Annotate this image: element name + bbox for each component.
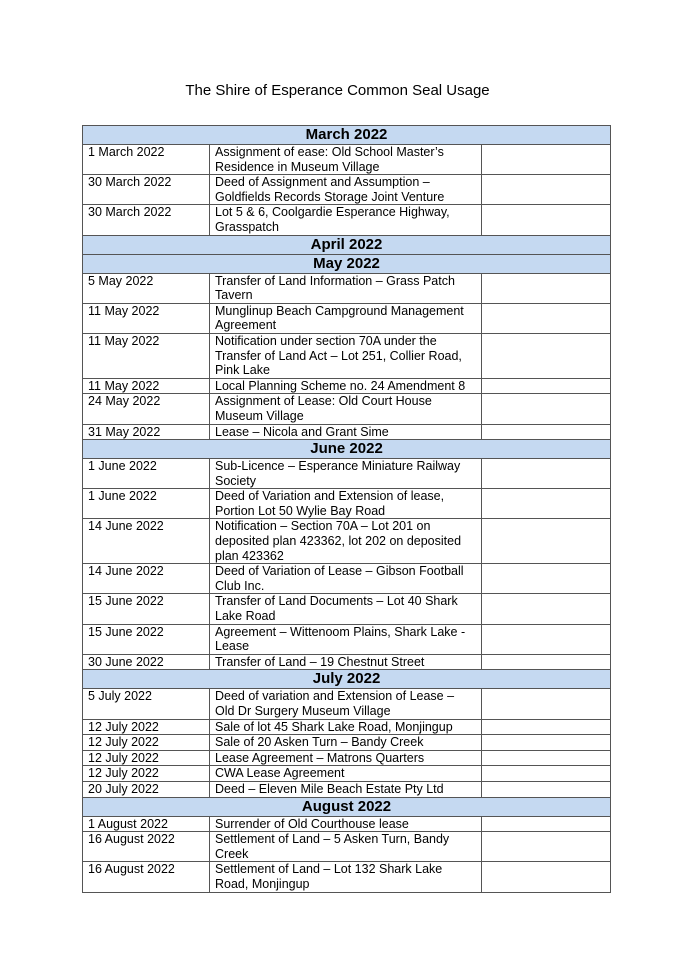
description-cell: Deed – Eleven Mile Beach Estate Pty Ltd — [210, 781, 482, 797]
description-cell: Lease – Nicola and Grant Sime — [210, 424, 482, 440]
table-row — [83, 489, 611, 519]
description-cell: Deed of Variation and Extension of lease, Portion Lot 50 Wylie Bay Road — [210, 489, 482, 519]
table-row — [83, 564, 611, 594]
table-row — [83, 719, 611, 735]
table-row — [83, 654, 611, 670]
notes-cell — [482, 862, 611, 892]
date-cell: 5 July 2022 — [83, 689, 210, 719]
description-cell: Sale of 20 Asken Turn – Bandy Creek — [210, 735, 482, 751]
description-cell: Deed of variation and Extension of Lease – Old Dr Surgery Museum Village — [210, 689, 482, 719]
table-row — [83, 735, 611, 751]
table-row — [83, 862, 611, 892]
table-row — [83, 273, 611, 303]
notes-cell — [482, 519, 611, 564]
date-cell: 5 May 2022 — [83, 273, 210, 303]
notes-cell — [482, 594, 611, 624]
table-row — [83, 816, 611, 832]
description-cell: Munglinup Beach Campground Management Agreement — [210, 303, 482, 333]
description-cell: Assignment of ease: Old School Master’s Residence in Museum Village — [210, 145, 482, 175]
date-cell: 12 July 2022 — [83, 735, 210, 751]
month-header: July 2022 — [83, 670, 611, 689]
table-row — [83, 689, 611, 719]
description-cell: Lease Agreement – Matrons Quarters — [210, 750, 482, 766]
month-header-row — [83, 126, 611, 145]
month-header-row — [83, 254, 611, 273]
notes-cell — [482, 333, 611, 378]
month-header-row — [83, 440, 611, 459]
table-row — [83, 333, 611, 378]
notes-cell — [482, 273, 611, 303]
page-title: The Shire of Esperance Common Seal Usage — [185, 82, 490, 99]
notes-cell — [482, 489, 611, 519]
date-cell: 1 June 2022 — [83, 489, 210, 519]
description-cell: Deed of Variation of Lease – Gibson Football Club Inc. — [210, 564, 482, 594]
notes-cell — [482, 624, 611, 654]
month-header: May 2022 — [83, 254, 611, 273]
date-cell: 31 May 2022 — [83, 424, 210, 440]
description-cell: Sub-Licence – Esperance Miniature Railway Society — [210, 459, 482, 489]
table-row — [83, 766, 611, 782]
date-cell: 12 July 2022 — [83, 719, 210, 735]
description-cell: Lot 5 & 6, Coolgardie Esperance Highway, Grasspatch — [210, 205, 482, 235]
date-cell: 1 March 2022 — [83, 145, 210, 175]
notes-cell — [482, 766, 611, 782]
date-cell: 11 May 2022 — [83, 378, 210, 394]
table-row — [83, 175, 611, 205]
table-row — [83, 145, 611, 175]
description-cell: Local Planning Scheme no. 24 Amendment 8 — [210, 378, 482, 394]
table-row — [83, 205, 611, 235]
date-cell: 11 May 2022 — [83, 333, 210, 378]
date-cell: 16 August 2022 — [83, 832, 210, 862]
notes-cell — [482, 378, 611, 394]
month-header: March 2022 — [83, 126, 611, 145]
notes-cell — [482, 459, 611, 489]
description-cell: Surrender of Old Courthouse lease — [210, 816, 482, 832]
table-row — [83, 594, 611, 624]
date-cell: 14 June 2022 — [83, 519, 210, 564]
notes-cell — [482, 654, 611, 670]
notes-cell — [482, 175, 611, 205]
notes-cell — [482, 832, 611, 862]
seal-usage-table-body — [83, 126, 611, 893]
notes-cell — [482, 750, 611, 766]
date-cell: 30 March 2022 — [83, 205, 210, 235]
table-row — [83, 624, 611, 654]
table-row — [83, 394, 611, 424]
month-header-row — [83, 235, 611, 254]
table-row — [83, 424, 611, 440]
notes-cell — [482, 689, 611, 719]
date-cell: 20 July 2022 — [83, 781, 210, 797]
table-row — [83, 519, 611, 564]
notes-cell — [482, 564, 611, 594]
description-cell: CWA Lease Agreement — [210, 766, 482, 782]
notes-cell — [482, 424, 611, 440]
table-row — [83, 781, 611, 797]
description-cell: Transfer of Land Information – Grass Patch Tavern — [210, 273, 482, 303]
month-header: August 2022 — [83, 797, 611, 816]
table-row — [83, 750, 611, 766]
date-cell: 11 May 2022 — [83, 303, 210, 333]
table-row — [83, 832, 611, 862]
date-cell: 12 July 2022 — [83, 750, 210, 766]
month-header: April 2022 — [83, 235, 611, 254]
month-header-row — [83, 797, 611, 816]
table-row — [83, 378, 611, 394]
date-cell: 24 May 2022 — [83, 394, 210, 424]
table-row — [83, 303, 611, 333]
date-cell: 15 June 2022 — [83, 594, 210, 624]
date-cell: 15 June 2022 — [83, 624, 210, 654]
notes-cell — [482, 394, 611, 424]
date-cell: 30 March 2022 — [83, 175, 210, 205]
notes-cell — [482, 735, 611, 751]
notes-cell — [482, 303, 611, 333]
description-cell: Agreement – Wittenoom Plains, Shark Lake - Lease — [210, 624, 482, 654]
month-header: June 2022 — [83, 440, 611, 459]
date-cell: 14 June 2022 — [83, 564, 210, 594]
description-cell: Transfer of Land – 19 Chestnut Street — [210, 654, 482, 670]
notes-cell — [482, 145, 611, 175]
notes-cell — [482, 816, 611, 832]
description-cell: Assignment of Lease: Old Court House Museum Village — [210, 394, 482, 424]
description-cell: Notification under section 70A under the Transfer of Land Act – Lot 251, Collier Road, Pink Lake — [210, 333, 482, 378]
date-cell: 16 August 2022 — [83, 862, 210, 892]
date-cell: 1 June 2022 — [83, 459, 210, 489]
table-row — [83, 459, 611, 489]
month-header-row — [83, 670, 611, 689]
description-cell: Settlement of Land – Lot 132 Shark Lake Road, Monjingup — [210, 862, 482, 892]
date-cell: 12 July 2022 — [83, 766, 210, 782]
notes-cell — [482, 781, 611, 797]
seal-usage-table — [82, 125, 611, 893]
description-cell: Sale of lot 45 Shark Lake Road, Monjingup — [210, 719, 482, 735]
notes-cell — [482, 719, 611, 735]
description-cell: Settlement of Land – 5 Asken Turn, Bandy Creek — [210, 832, 482, 862]
date-cell: 30 June 2022 — [83, 654, 210, 670]
description-cell: Transfer of Land Documents – Lot 40 Shark Lake Road — [210, 594, 482, 624]
notes-cell — [482, 205, 611, 235]
description-cell: Deed of Assignment and Assumption – Goldfields Records Storage Joint Venture — [210, 175, 482, 205]
description-cell: Notification – Section 70A – Lot 201 on deposited plan 423362, lot 202 on deposited plan 423362 — [210, 519, 482, 564]
date-cell: 1 August 2022 — [83, 816, 210, 832]
